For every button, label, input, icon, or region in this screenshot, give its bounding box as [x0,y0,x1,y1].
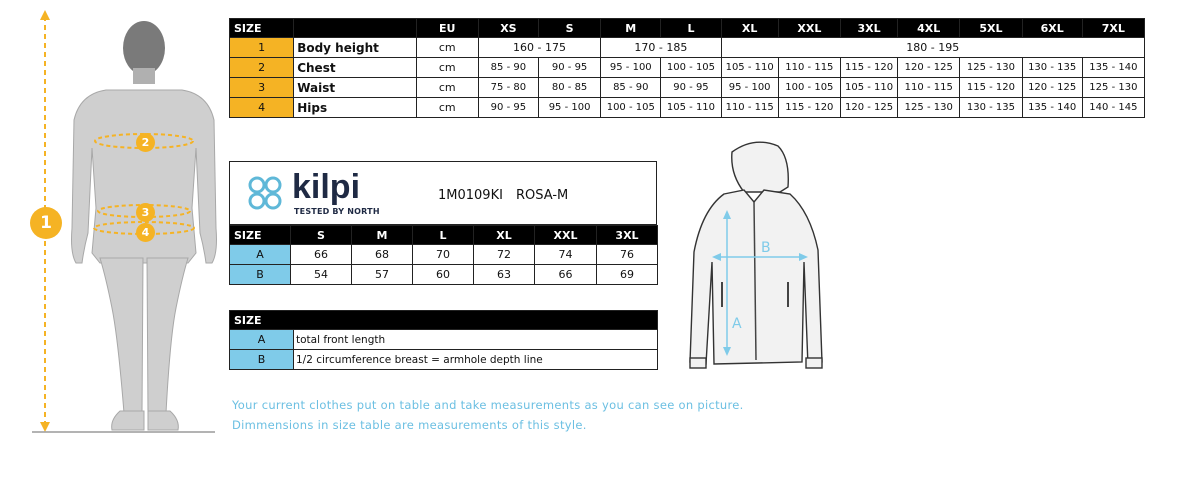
table-cell: 68 [352,245,413,265]
row-number: 4 [230,98,294,118]
table-cell: 85 - 90 [601,78,661,98]
table-cell: 110 - 115 [721,98,778,118]
table-cell: 105 - 110 [721,58,778,78]
table-cell: 105 - 110 [661,98,721,118]
header-l: L [661,19,721,38]
table-cell: 95 - 100 [601,58,661,78]
table-cell: 90 - 95 [478,98,538,118]
jacket-label-b: B [761,240,771,256]
table-cell: 95 - 100 [538,98,600,118]
table-cell: 120 - 125 [1022,78,1082,98]
row-unit: cm [416,38,478,58]
table-cell: 120 - 125 [840,98,897,118]
header-s: S [291,226,352,245]
table-cell: 69 [597,265,658,285]
table-cell: 140 - 145 [1082,98,1144,118]
jacket-label-a: A [732,316,742,332]
table-cell: 66 [535,265,597,285]
table-cell: 95 - 100 [721,78,778,98]
style-size-table [229,225,658,285]
table-cell: 60 [413,265,474,285]
row-unit: cm [416,58,478,78]
table-cell: 115 - 120 [960,78,1022,98]
row-key: A [230,245,291,265]
header-size: SIZE [230,311,658,330]
table-cell: 100 - 105 [778,78,840,98]
table-row-b [230,350,658,370]
style-table-header [230,226,658,245]
marker-hips-label: 4 [141,226,150,239]
header-6xl: 6XL [1022,19,1082,38]
table-cell: 110 - 115 [778,58,840,78]
marker-chest-label: 2 [141,136,150,149]
row-label: Chest [294,58,416,78]
instruction-note-2: Dimmensions in size table are measurements of this style. [232,418,587,432]
jacket-diagram [672,132,837,382]
row-number: 3 [230,78,294,98]
table-cell: 115 - 120 [778,98,840,118]
row-key: B [230,265,291,285]
table-cell: 125 - 130 [1082,78,1144,98]
table-cell: 135 - 140 [1082,58,1144,78]
brand-name: kilpi [292,168,361,206]
header-7xl: 7XL [1082,19,1144,38]
table-row-waist [230,78,1145,98]
marker-waist [136,203,155,222]
brand-panel [229,161,657,225]
instruction-note-1: Your current clothes put on table and take measurements as you can see on picture. [232,398,744,412]
header-l: L [413,226,474,245]
header-eu: EU [416,19,478,38]
table-cell: 76 [597,245,658,265]
table-cell: 72 [474,245,535,265]
definition-text: 1/2 circumference breast = armhole depth line [294,350,658,370]
header-xl: XL [721,19,778,38]
size-table-header [230,19,1145,38]
table-cell: 74 [535,245,597,265]
style-code: 1M0109KI [438,188,503,203]
table-row-chest [230,58,1145,78]
header-xxl: XXL [535,226,597,245]
table-cell: 63 [474,265,535,285]
table-cell: 57 [352,265,413,285]
row-label: Hips [294,98,416,118]
marker-hips [136,223,155,242]
table-cell: 75 - 80 [478,78,538,98]
table-cell: 70 [413,245,474,265]
table-cell: 160 - 175 [478,38,600,58]
header-xs: XS [478,19,538,38]
table-cell: 54 [291,265,352,285]
definition-text: total front length [294,330,658,350]
table-cell: 100 - 105 [661,58,721,78]
header-s: S [538,19,600,38]
definitions-table [229,310,658,370]
table-cell: 105 - 110 [840,78,897,98]
table-cell: 90 - 95 [661,78,721,98]
table-row-a [230,330,658,350]
header-5xl: 5XL [960,19,1022,38]
row-unit: cm [416,78,478,98]
brand-tagline: TESTED BY NORTH [294,207,380,216]
table-row-body-height [230,38,1145,58]
marker-chest [136,133,155,152]
row-label: Body height [294,38,416,58]
table-cell: 100 - 105 [601,98,661,118]
table-cell: 125 - 130 [898,98,960,118]
header-m: M [352,226,413,245]
header-3xl: 3XL [840,19,897,38]
table-cell: 170 - 185 [601,38,721,58]
header-size: SIZE [230,19,294,38]
header-3xl: 3XL [597,226,658,245]
row-key: A [230,330,294,350]
size-table [229,18,1145,118]
table-cell: 135 - 140 [1022,98,1082,118]
header-size: SIZE [230,226,291,245]
row-key: B [230,350,294,370]
table-cell: 85 - 90 [478,58,538,78]
row-label: Waist [294,78,416,98]
table-cell: 130 - 135 [1022,58,1082,78]
row-unit: cm [416,98,478,118]
definitions-header [230,311,658,330]
table-cell: 130 - 135 [960,98,1022,118]
header-blank [294,19,416,38]
marker-waist-label: 3 [141,206,150,219]
marker-height [30,207,62,239]
table-cell: 66 [291,245,352,265]
style-name: ROSA-M [516,188,569,203]
table-cell: 90 - 95 [538,58,600,78]
table-cell: 115 - 120 [840,58,897,78]
header-4xl: 4XL [898,19,960,38]
table-cell: 110 - 115 [898,78,960,98]
table-row-a [230,245,658,265]
marker-height-label: 1 [40,213,52,233]
header-m: M [601,19,661,38]
table-cell: 80 - 85 [538,78,600,98]
header-xl: XL [474,226,535,245]
row-number: 1 [230,38,294,58]
kilpi-logo-icon [244,172,286,214]
table-cell: 120 - 125 [898,58,960,78]
table-cell: 180 - 195 [721,38,1144,58]
row-number: 2 [230,58,294,78]
table-row-hips [230,98,1145,118]
header-xxl: XXL [778,19,840,38]
table-cell: 125 - 130 [960,58,1022,78]
table-row-b [230,265,658,285]
